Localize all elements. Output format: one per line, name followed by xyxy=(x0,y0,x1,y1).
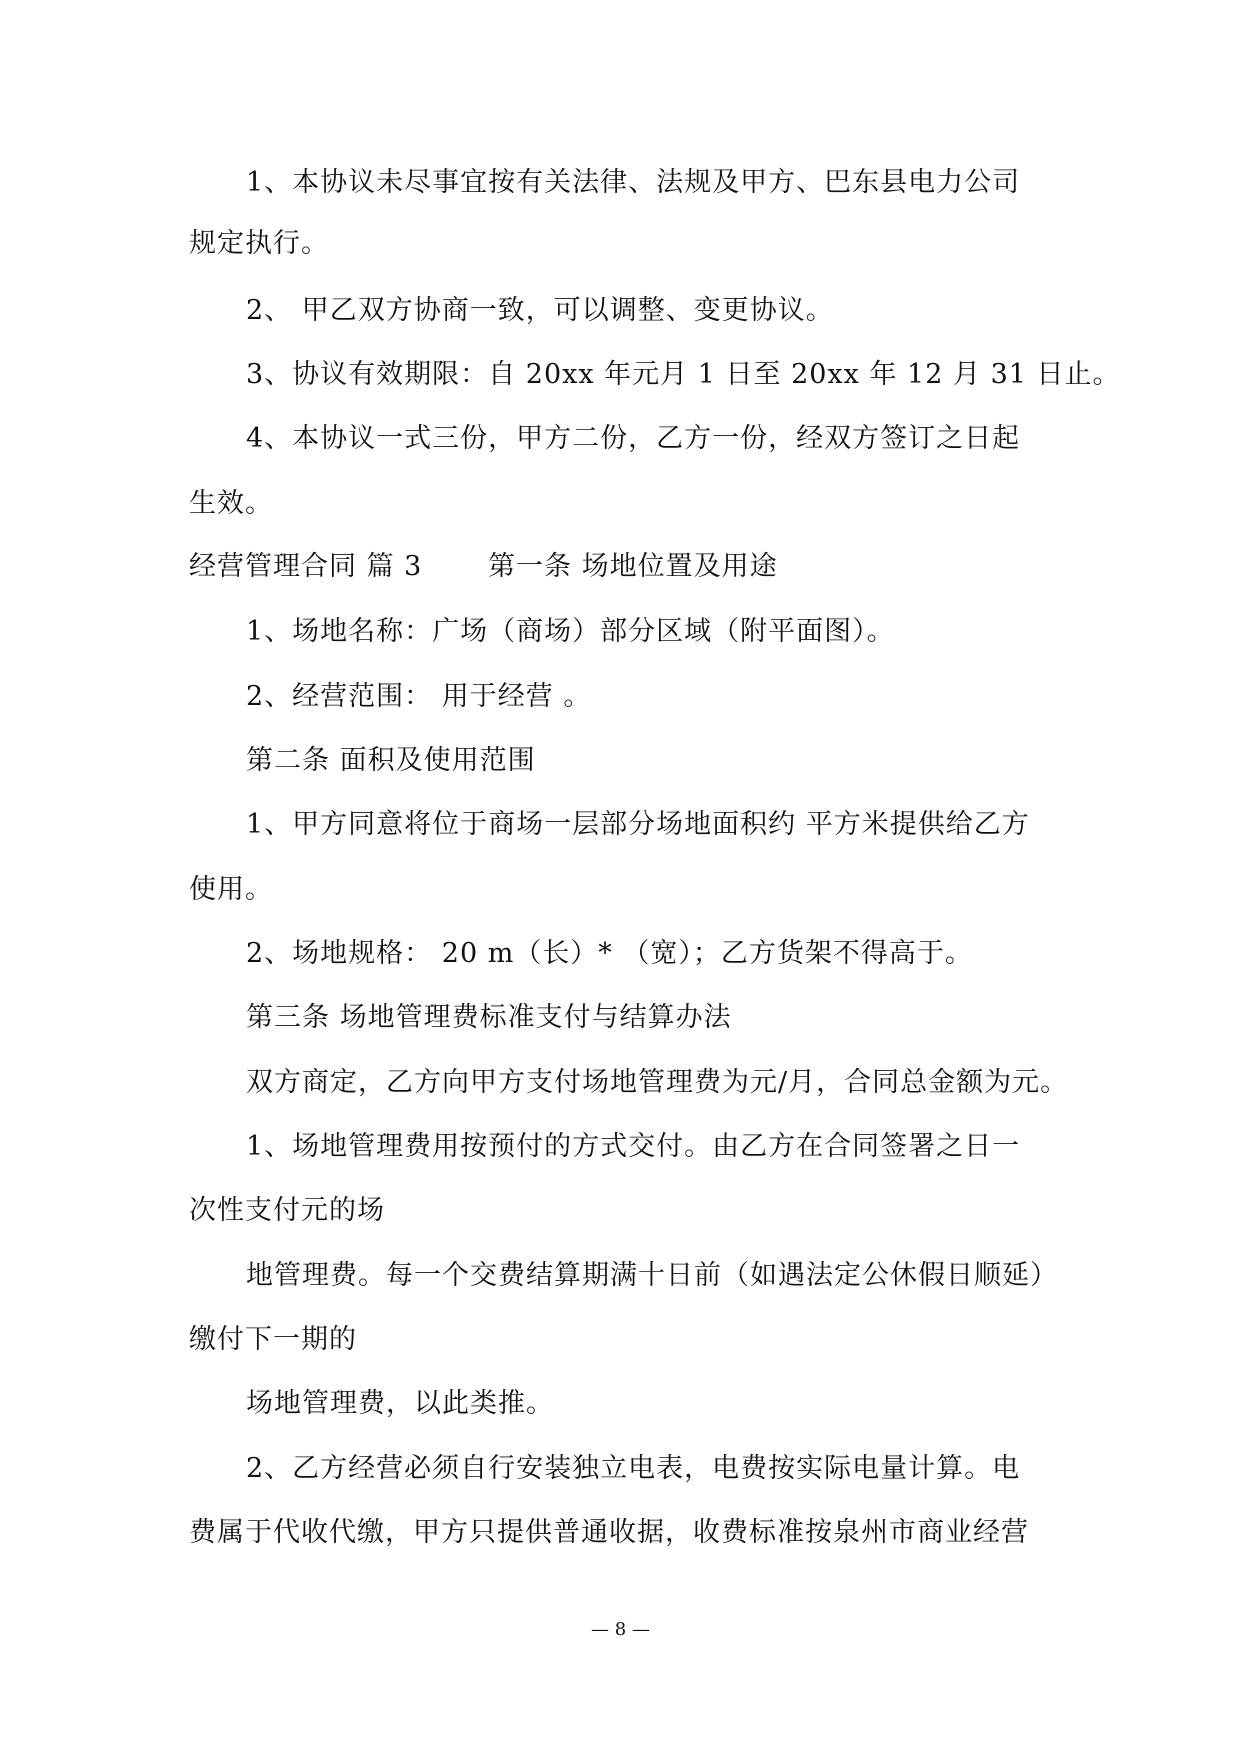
paragraph-line: 1、本协议未尽事宜按有关法律、法规及甲方、巴东县电力公司 xyxy=(246,167,1021,198)
paragraph-line: 1、甲方同意将位于商场一层部分场地面积约 平方米提供给乙方 xyxy=(246,809,1030,840)
paragraph-line: 2、乙方经营必须自行安装独立电表，电费按实际电量计算。电 xyxy=(246,1453,1021,1484)
paragraph-line: 地管理费。每一个交费结算期满十日前（如遇法定公休假日顺延） xyxy=(246,1260,1058,1291)
paragraph-line: 生效。 xyxy=(189,488,273,519)
paragraph-line: 缴付下一期的 xyxy=(189,1324,357,1355)
article-heading: 第三条 场地管理费标准支付与结算办法 xyxy=(246,1002,732,1033)
paragraph-line: 1、场地管理费用按预付的方式交付。由乙方在合同签署之日一 xyxy=(246,1131,1021,1162)
paragraph-line: 场地管理费，以此类推。 xyxy=(246,1388,554,1419)
paragraph-line: 2、 甲乙双方协商一致，可以调整、变更协议。 xyxy=(246,295,834,326)
paragraph-line: 规定执行。 xyxy=(189,228,329,259)
section-title: 经营管理合同 篇 3 xyxy=(189,551,423,582)
paragraph-line: 双方商定，乙方向甲方支付场地管理费为元/月，合同总金额为元。 xyxy=(246,1067,1069,1098)
page-number: — 8 — xyxy=(591,1619,650,1640)
paragraph-line: 次性支付元的场 xyxy=(189,1195,385,1226)
article-heading: 第一条 场地位置及用途 xyxy=(488,551,778,582)
paragraph-line: 费属于代收代缴，甲方只提供普通收据，收费标准按泉州市商业经营 xyxy=(189,1517,1029,1548)
paragraph-line: 2、经营范围： 用于经营 。 xyxy=(246,681,592,712)
paragraph-line: 4、本协议一式三份，甲方二份，乙方一份，经双方签订之日起 xyxy=(246,423,1021,454)
paragraph-line: 2、场地规格： 20 m（长）* （宽）；乙方货架不得高于。 xyxy=(246,938,973,969)
paragraph-line: 使用。 xyxy=(189,874,273,905)
paragraph-line: 1、场地名称：广场（商场）部分区域（附平面图）。 xyxy=(246,616,895,647)
article-heading: 第二条 面积及使用范围 xyxy=(246,745,536,776)
paragraph-line: 3、协议有效期限：自 20xx 年元月 1 日至 20xx 年 12 月 31 日止。 xyxy=(246,359,1121,390)
